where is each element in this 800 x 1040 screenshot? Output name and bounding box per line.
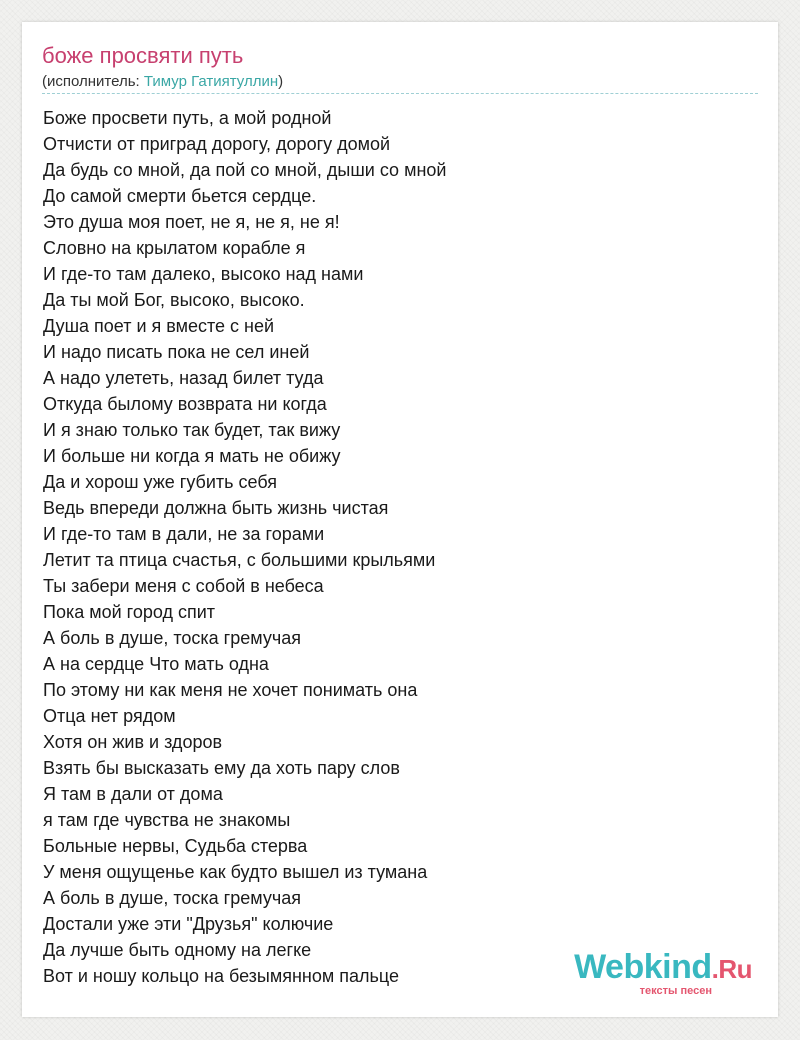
lyric-line: И где-то там далеко, высоко над нами: [43, 264, 364, 284]
lyric-line: Боже просвети путь, а мой родной: [43, 108, 332, 128]
lyric-line: Откуда былому возврата ни когда: [43, 394, 327, 414]
lyric-line: Это душа моя поет, не я, не я, не я!: [43, 212, 340, 232]
logo-name: Webkind: [574, 948, 712, 986]
lyric-line: Да лучше быть одному на легке: [43, 940, 312, 960]
lyric-line: До самой смерти бьется сердце.: [43, 186, 317, 206]
dashed-divider: [42, 93, 758, 94]
lyric-line: И надо писать пока не сел иней: [43, 342, 310, 362]
performer-line: [42, 72, 283, 92]
lyrics-card: [22, 22, 778, 1017]
performer-link[interactable]: Тимур Гатиятуллин: [143, 73, 279, 90]
lyric-line: И я знаю только так будет, так вижу: [43, 420, 341, 440]
song-title: боже просвяти путь: [42, 43, 244, 68]
lyric-line: Ведь впереди должна быть жизнь чистая: [43, 498, 389, 518]
lyric-line: И больше ни когда я мать не обижу: [43, 446, 341, 466]
lyric-line: Да и хорош уже губить себя: [43, 472, 278, 492]
lyric-line: И где-то там в дали, не за горами: [43, 524, 325, 544]
lyric-line: Душа поет и я вместе с ней: [43, 316, 275, 336]
lyric-line: Да ты мой Бог, высоко, высоко.: [43, 290, 305, 310]
lyric-line: Ты забери меня с собой в небеса: [43, 576, 324, 596]
lyric-line: А боль в душе, тоска гремучая: [43, 888, 301, 908]
lyric-line: А боль в душе, тоска гремучая: [43, 628, 301, 648]
logo-tagline: тексты песен: [639, 985, 712, 997]
lyric-line: Я там в дали от дома: [43, 784, 223, 804]
lyric-line: А надо улететь, назад билет туда: [43, 368, 324, 388]
lyric-line: По этому ни как меня не хочет понимать она: [43, 680, 418, 700]
logo-wordmark: [574, 949, 752, 987]
lyric-line: Больные нервы, Судьба стерва: [43, 836, 308, 856]
performer-prefix: (исполнитель:: [42, 73, 144, 90]
logo-tld: .Ru: [711, 954, 752, 984]
webkind-logo[interactable]: [574, 949, 752, 997]
lyric-line: Взять бы высказать ему да хоть пару слов: [43, 758, 400, 778]
lyric-line: Пока мой город спит: [43, 602, 216, 622]
lyric-line: Да будь со мной, да пой со мной, дыши со мной: [43, 160, 447, 180]
lyric-line: У меня ощущенье как будто вышел из тумана: [43, 862, 428, 882]
lyric-line: я там где чувства не знакомы: [43, 810, 291, 830]
lyric-line: А на сердце Что мать одна: [43, 654, 269, 674]
lyric-line: Словно на крылатом корабле я: [43, 238, 306, 258]
lyric-line: Хотя он жив и здоров: [43, 732, 223, 752]
performer-suffix: ): [278, 73, 284, 90]
lyric-line: Летит та птица счастья, с большими крыльями: [43, 550, 436, 570]
lyric-line: Отчисти от приград дорогу, дорогу домой: [43, 134, 391, 154]
lyrics-text: [43, 105, 446, 989]
lyric-line: Отца нет рядом: [43, 706, 176, 726]
lyric-line: Достали уже эти "Друзья" колючие: [43, 914, 334, 934]
lyric-line: Вот и ношу кольцо на безымянном пальце: [43, 966, 400, 986]
